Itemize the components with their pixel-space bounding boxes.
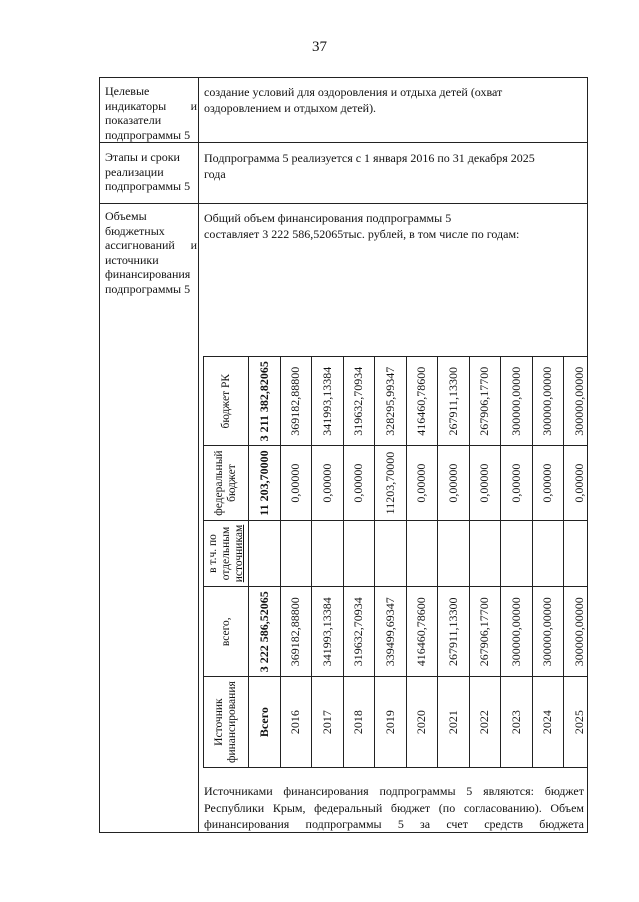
row-period: 2022 [469,677,501,768]
row-separate [438,520,470,586]
row-separate [469,520,501,586]
header-federal: федеральный бюджет [204,446,249,520]
row-total: 300000,00000 [532,587,564,677]
row-rk: 319632,70934 [343,357,375,446]
row-total: 300000,00000 [564,587,589,677]
row-divider [100,142,587,143]
row-period: 2024 [532,677,564,768]
header-separate-sources: в т.ч. по отдельным источникам [204,520,249,586]
row-period: 2023 [501,677,533,768]
row-federal: 11 203,70000 [249,446,281,520]
row-rk: 300000,00000 [501,357,533,446]
row-total: 319632,70934 [343,587,375,677]
row-total: 341993,13384 [312,587,344,677]
row-separate [406,520,438,586]
row-federal: 0,00000 [501,446,533,520]
row-total: 300000,00000 [501,587,533,677]
row-separate [249,520,281,586]
row-total: 416460,78600 [406,587,438,677]
funding-table-row [564,357,589,768]
header-rk: бюджет РК [204,357,249,446]
row-total: 339499,69347 [375,587,407,677]
funding-table-row [532,357,564,768]
row-federal: 0,00000 [280,446,312,520]
funding-table-row [469,357,501,768]
funding-table-row [406,357,438,768]
header-total: всего, [204,587,249,677]
funding-table-row [438,357,470,768]
funding-table [203,356,588,768]
row-rk: 300000,00000 [564,357,589,446]
row-rk: 416460,78600 [406,357,438,446]
funding-table-row [249,357,281,768]
row-federal: 0,00000 [312,446,344,520]
row-period: 2025 [564,677,589,768]
label-stages-terms: Этапы и сроки реализации подпрограммы 5 [105,150,191,193]
row-federal: 0,00000 [532,446,564,520]
funding-table-row [280,357,312,768]
content-funding-intro: Общий объем финансирования подпрограммы 5 составляет 3 222 586,52065тыс. рублей, в том числе по годам: [204,211,520,241]
content-target-indicators: создание условий для оздоровления и отдыха детей (охват оздоровлением и отдыхом детей). [204,85,503,115]
funding-sources-paragraph: Источниками финансирования подпрограммы 5 являются: бюджет Республики Крым, федеральный бюджет (по согласованию). Объем финансирования подпрограммы 5 за счет средств бюджета [204,784,584,831]
funding-table-row [375,357,407,768]
row-divider [100,203,587,204]
row-rk: 267906,17700 [469,357,501,446]
row-rk: 328295,99347 [375,357,407,446]
row-separate [280,520,312,586]
funding-table-row [343,357,375,768]
row-total: 267906,17700 [469,587,501,677]
row-separate [564,520,589,586]
row-federal: 0,00000 [469,446,501,520]
row-total: 267911,13300 [438,587,470,677]
label-funding-volumes: Объемы бюджетных ассигнований и источники финансирования подпрограммы 5 [105,209,197,296]
row-federal: 0,00000 [406,446,438,520]
row-period: 2017 [312,677,344,768]
row-period: Всего [249,677,281,768]
row-separate [375,520,407,586]
row-federal: 11203,70000 [375,446,407,520]
row-rk: 267911,13300 [438,357,470,446]
header-source: Источник финансирования [204,677,249,768]
row-federal: 0,00000 [564,446,589,520]
label-target-indicators: Целевые индикаторы и показатели подпрограммы 5 [105,84,197,142]
row-rk: 300000,00000 [532,357,564,446]
row-total: 3 222 586,52065 [249,587,281,677]
row-period: 2020 [406,677,438,768]
row-period: 2019 [375,677,407,768]
funding-table-header-row [204,357,249,768]
row-rk: 369182,88800 [280,357,312,446]
row-total: 369182,88800 [280,587,312,677]
funding-table-rotated [203,241,588,768]
row-separate [312,520,344,586]
row-period: 2018 [343,677,375,768]
row-separate [343,520,375,586]
row-period: 2021 [438,677,470,768]
row-rk: 341993,13384 [312,357,344,446]
column-divider [198,78,199,832]
funding-table-row [501,357,533,768]
page-number: 37 [312,39,327,55]
content-stages-terms: Подпрограмма 5 реализуется с 1 января 2016 по 31 декабря 2025 года [204,151,535,181]
row-separate [501,520,533,586]
row-separate [532,520,564,586]
passport-table [99,77,588,833]
row-federal: 0,00000 [438,446,470,520]
row-period: 2016 [280,677,312,768]
row-rk: 3 211 382,82065 [249,357,281,446]
row-federal: 0,00000 [343,446,375,520]
funding-table-row [312,357,344,768]
